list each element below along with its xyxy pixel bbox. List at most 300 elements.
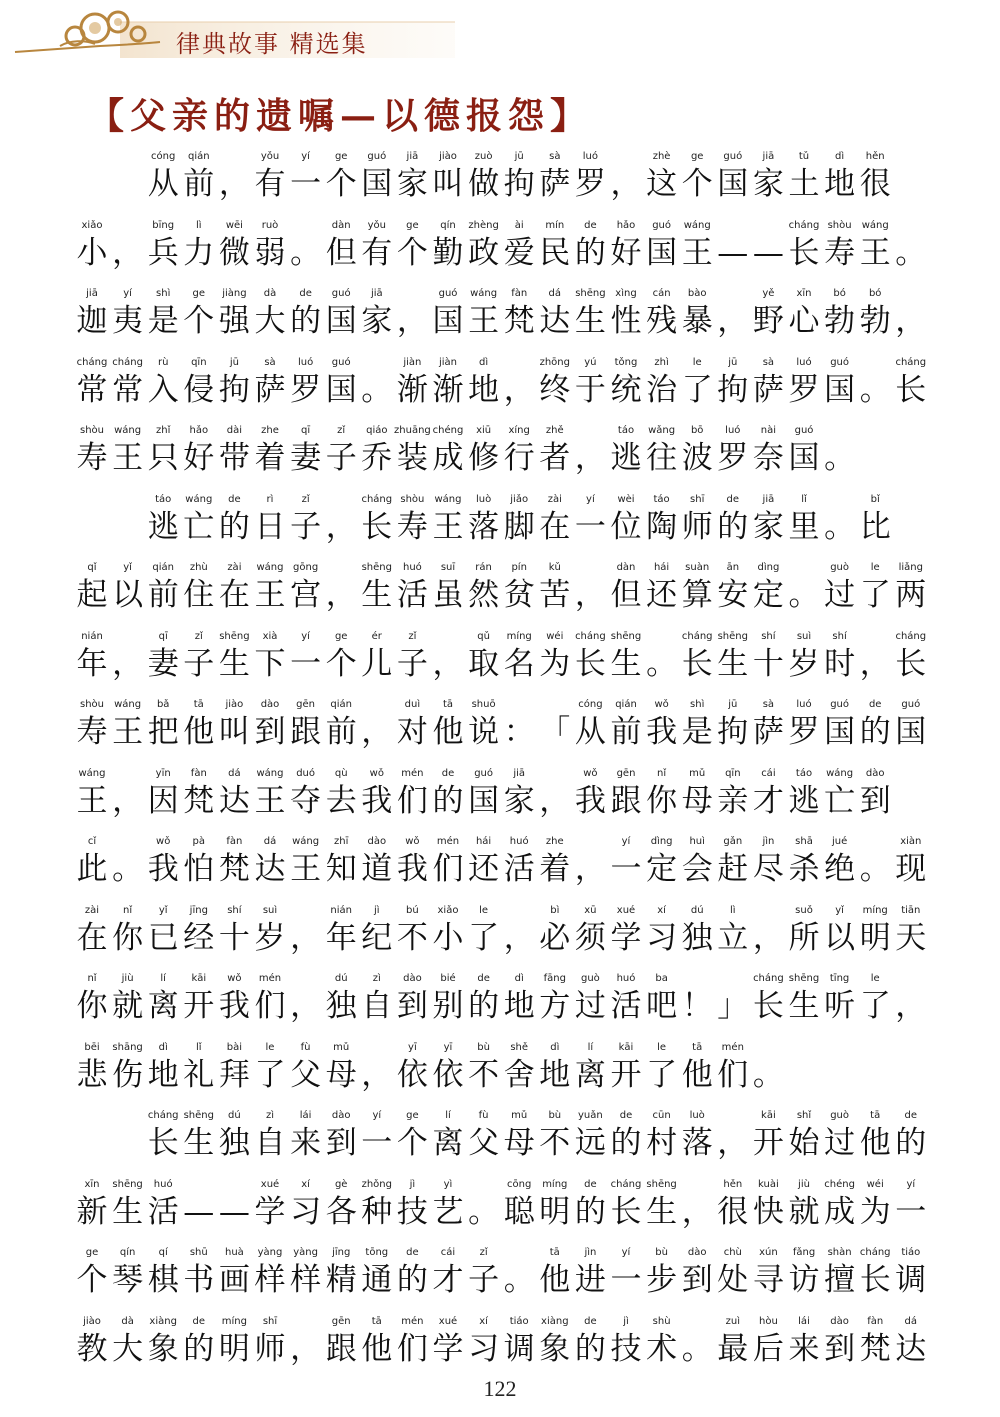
- pinyin: cǐ: [87, 836, 97, 847]
- pinyin: yí: [906, 1178, 916, 1190]
- hanzi: 地: [539, 1056, 571, 1093]
- hanzi: 长: [895, 645, 927, 682]
- hanzi: 终: [539, 371, 571, 408]
- hanzi: 明: [218, 1330, 250, 1367]
- pinyin: dài: [226, 425, 243, 436]
- pinyin: shòu: [827, 219, 852, 231]
- hanzi: 生: [610, 645, 642, 682]
- pinyin: míng: [862, 904, 888, 916]
- hanzi: 常: [112, 371, 144, 408]
- pinyin: tā: [193, 699, 204, 710]
- hanzi: 一: [290, 166, 322, 202]
- pinyin: shòu: [79, 699, 104, 710]
- pinyin: ge: [334, 630, 348, 642]
- hanzi: 聪: [503, 1193, 535, 1230]
- hanzi: 活: [503, 851, 535, 887]
- hanzi: 礼: [183, 1056, 215, 1093]
- hanzi: 寿: [76, 440, 108, 476]
- hanzi: 术: [646, 1330, 678, 1367]
- pinyin: jiàn: [438, 356, 458, 368]
- character-with-pinyin: [893, 972, 929, 1032]
- pinyin: kuài: [758, 1178, 779, 1190]
- hanzi: 罗: [788, 714, 820, 750]
- pinyin: jiào: [439, 151, 457, 162]
- hanzi: 开: [183, 988, 215, 1024]
- pinyin: zuì: [725, 1315, 740, 1327]
- pinyin: luò: [689, 1110, 705, 1121]
- pinyin: de: [441, 767, 455, 779]
- hanzi: 此: [76, 851, 108, 887]
- hanzi: ，: [752, 919, 784, 956]
- hanzi: 陶: [646, 508, 678, 545]
- pinyin: dì: [550, 1041, 560, 1053]
- hanzi: 了: [468, 919, 500, 956]
- hanzi: 象: [147, 1330, 179, 1367]
- pinyin: de: [406, 1247, 419, 1258]
- hanzi: 波: [681, 440, 713, 476]
- pinyin: shī: [690, 493, 705, 505]
- hanzi: 母: [681, 782, 713, 819]
- hanzi: 独: [681, 919, 713, 956]
- pinyin: wáng: [185, 493, 213, 505]
- hanzi: 的: [290, 303, 322, 339]
- hanzi: 象: [539, 1330, 571, 1367]
- hanzi: 国: [717, 166, 749, 202]
- pinyin: qián: [615, 699, 637, 710]
- pinyin: shí: [227, 904, 242, 916]
- pinyin: yí: [621, 1247, 631, 1258]
- hanzi: 道: [361, 851, 393, 887]
- hanzi: 苦: [539, 577, 571, 613]
- pinyin: bō: [690, 425, 704, 436]
- hanzi: 方: [539, 988, 571, 1024]
- hanzi: 明: [859, 919, 891, 956]
- hanzi: 拘: [717, 371, 749, 408]
- pinyin: suǒ: [795, 904, 813, 916]
- hanzi: 寿: [396, 508, 428, 545]
- pinyin: qián: [330, 699, 352, 710]
- hanzi: 立: [717, 919, 749, 956]
- hanzi: 的: [895, 1125, 927, 1161]
- pinyin: duì: [404, 699, 421, 710]
- hanzi: 位: [610, 508, 642, 545]
- hanzi: 开: [752, 1125, 784, 1161]
- hanzi: 罗: [717, 440, 749, 476]
- character-with-pinyin: [893, 1315, 929, 1375]
- pinyin: qǐ: [87, 562, 97, 573]
- hanzi: 到: [325, 1125, 357, 1161]
- hanzi: 王: [112, 440, 144, 476]
- pinyin: qián: [152, 562, 174, 573]
- hanzi: 是: [147, 303, 179, 339]
- hanzi: 了: [859, 577, 891, 613]
- pinyin: guó: [830, 699, 849, 710]
- pinyin: cháng: [76, 356, 108, 368]
- pinyin: qín: [119, 1247, 136, 1258]
- pinyin: zǐ: [479, 1247, 488, 1258]
- hanzi: 国: [468, 782, 500, 819]
- hanzi: 个: [183, 303, 215, 339]
- pinyin: cóng: [578, 699, 603, 710]
- pinyin: zài: [547, 493, 562, 505]
- hanzi: 。: [824, 440, 856, 476]
- pinyin: mén: [436, 836, 460, 847]
- hanzi: 十: [218, 919, 250, 956]
- hanzi: 了: [646, 1056, 678, 1093]
- pinyin: bēi: [84, 1041, 100, 1053]
- pinyin: jū: [514, 151, 524, 162]
- hanzi: 步: [646, 1262, 678, 1298]
- pinyin: de: [619, 1110, 633, 1121]
- pinyin: sà: [549, 151, 561, 162]
- pinyin: shāng: [112, 1041, 143, 1053]
- hanzi: 父: [468, 1125, 500, 1161]
- hanzi: ，: [112, 234, 144, 271]
- hanzi: 家: [503, 782, 535, 819]
- hanzi: 进: [574, 1262, 606, 1298]
- pinyin: ge: [85, 1247, 99, 1258]
- hanzi: 地: [824, 166, 856, 202]
- hanzi: 强: [218, 303, 250, 339]
- pinyin: yí: [586, 493, 595, 505]
- hanzi: 在: [539, 508, 571, 545]
- pinyin: xué: [616, 904, 636, 916]
- hanzi: 渐: [396, 371, 428, 408]
- hanzi: 调: [895, 1262, 927, 1298]
- hanzi: ，: [681, 1193, 713, 1230]
- hanzi: 子: [183, 645, 215, 682]
- hanzi: 很: [859, 166, 891, 202]
- character-with-pinyin: [857, 150, 893, 210]
- hanzi: 子: [396, 645, 428, 682]
- pinyin: pín: [511, 562, 527, 573]
- hanzi: 教: [76, 1330, 108, 1367]
- pinyin: wéi: [866, 1178, 884, 1190]
- hanzi: 离: [432, 1125, 464, 1161]
- pinyin: táo: [795, 767, 813, 779]
- pinyin: cháng: [112, 356, 143, 368]
- pinyin: bó: [868, 288, 882, 299]
- hanzi: 离: [147, 988, 179, 1024]
- pinyin: bì: [550, 904, 560, 916]
- pinyin: xí: [657, 904, 666, 916]
- pinyin: wáng: [292, 836, 320, 847]
- hanzi: 处: [717, 1262, 749, 1298]
- hanzi: 不: [539, 1125, 571, 1161]
- hanzi: 弱: [254, 234, 286, 271]
- hanzi: 师: [681, 508, 713, 545]
- hanzi: 他: [539, 1262, 571, 1298]
- pinyin: wáng: [114, 699, 142, 710]
- hanzi: 一: [361, 1125, 393, 1161]
- hanzi: 。: [468, 1193, 500, 1230]
- pinyin: cháng: [361, 493, 393, 505]
- hanzi: 琴: [112, 1262, 144, 1298]
- pinyin: shí: [832, 630, 847, 642]
- pinyin: cóng: [151, 151, 176, 162]
- hanzi: 了: [859, 988, 891, 1024]
- hanzi: 还: [646, 577, 678, 613]
- hanzi: 赶: [717, 851, 749, 887]
- pinyin: zài: [84, 904, 100, 916]
- pinyin: wáng: [256, 767, 284, 779]
- pinyin: xīn: [84, 1178, 100, 1190]
- hanzi: 必: [539, 919, 571, 956]
- pinyin: zhǐ: [156, 425, 171, 436]
- hanzi: 个: [396, 234, 428, 271]
- hanzi: 吧: [646, 988, 678, 1024]
- hanzi: 了: [254, 1056, 286, 1093]
- hanzi: 地: [468, 371, 500, 408]
- pinyin: [885, 219, 937, 233]
- hanzi: 生: [717, 645, 749, 682]
- hanzi: ，: [290, 919, 322, 956]
- pinyin: cháng: [788, 219, 820, 231]
- hanzi: 王: [254, 577, 286, 613]
- pinyin: guó: [830, 356, 849, 368]
- pinyin: de: [584, 1315, 597, 1327]
- pinyin: qín: [440, 219, 456, 231]
- pinyin: de: [477, 973, 490, 984]
- pinyin: [742, 1041, 794, 1055]
- pinyin: cōng: [507, 1178, 532, 1190]
- hanzi: 萨: [752, 371, 784, 408]
- hanzi: 调: [503, 1330, 535, 1367]
- hanzi: 生: [788, 988, 820, 1024]
- hanzi: 快: [752, 1193, 784, 1230]
- pinyin: bú: [406, 904, 419, 916]
- hanzi: 奈: [752, 440, 784, 476]
- pinyin: yì: [443, 1178, 453, 1190]
- pinyin: jiàng: [222, 288, 247, 299]
- hanzi: 梵: [859, 1330, 891, 1367]
- pinyin: zhe: [545, 836, 564, 847]
- hanzi: 常: [76, 371, 108, 408]
- pinyin: rù: [157, 356, 169, 368]
- pinyin: qīn: [725, 767, 741, 779]
- page-number: 122: [483, 1376, 517, 1401]
- hanzi: 下: [254, 645, 286, 682]
- hanzi: 取: [468, 645, 500, 682]
- hanzi: 到: [824, 1330, 856, 1367]
- hanzi: 生: [574, 303, 606, 339]
- pinyin: xí: [301, 1178, 310, 1190]
- pinyin: guò: [580, 973, 600, 984]
- pinyin: fù: [300, 1041, 311, 1053]
- hanzi: 行: [503, 440, 535, 476]
- pinyin: ér: [371, 630, 382, 642]
- pinyin: de: [868, 699, 882, 710]
- hanzi: 跟: [610, 782, 642, 819]
- pinyin: wǒ: [227, 973, 242, 984]
- pinyin: gōng: [293, 562, 319, 573]
- hanzi: 亡: [824, 782, 856, 819]
- hanzi: —: [752, 234, 784, 271]
- pinyin: guó: [367, 151, 387, 162]
- pinyin: bù: [477, 1041, 490, 1053]
- hanzi: 就: [112, 988, 144, 1024]
- pinyin: yí: [372, 1110, 382, 1121]
- pinyin: cháng: [895, 356, 927, 368]
- hanzi: 父: [290, 1056, 322, 1093]
- hanzi: —: [717, 234, 749, 271]
- pinyin: wáng: [78, 767, 106, 779]
- hanzi: 尽: [752, 851, 784, 887]
- hanzi: 寻: [752, 1262, 784, 1298]
- pinyin: wáng: [434, 493, 462, 505]
- pinyin: guó: [474, 767, 493, 779]
- hanzi: 师: [254, 1330, 286, 1367]
- hanzi: 依: [396, 1056, 428, 1093]
- pinyin: ài: [514, 219, 524, 231]
- hanzi: 长: [752, 988, 784, 1024]
- hanzi: 为: [859, 1193, 891, 1230]
- pinyin: shēng: [112, 1178, 143, 1190]
- pinyin: nián: [81, 630, 103, 642]
- hanzi: 家: [752, 508, 784, 545]
- pinyin: yí: [123, 288, 132, 299]
- pinyin: yí: [301, 151, 310, 162]
- pinyin: zǐ: [408, 630, 417, 642]
- pinyin: sà: [264, 356, 276, 368]
- hanzi: 统: [610, 371, 642, 408]
- pinyin: lì: [730, 904, 736, 916]
- hanzi: 勤: [432, 234, 464, 271]
- hanzi: 小: [76, 234, 108, 271]
- pinyin: tǒng: [614, 356, 638, 368]
- hanzi: 拘: [717, 714, 749, 750]
- hanzi: 王: [681, 234, 713, 271]
- hanzi: 亡: [183, 508, 215, 545]
- hanzi: 你: [112, 919, 144, 956]
- pinyin: dì: [835, 151, 845, 162]
- pinyin: yí: [621, 836, 631, 847]
- hanzi: 别: [432, 988, 464, 1024]
- pinyin: jiā: [513, 767, 526, 779]
- hanzi: 。: [788, 577, 820, 613]
- hanzi: 的: [468, 988, 500, 1024]
- pinyin: gēn: [616, 767, 636, 779]
- hanzi: 们: [396, 1330, 428, 1367]
- hanzi: 离: [574, 1056, 606, 1093]
- hanzi: 着: [254, 440, 286, 476]
- pinyin: shū: [189, 1247, 208, 1258]
- hanzi: 地: [147, 1056, 179, 1093]
- hanzi: 。: [503, 1262, 535, 1298]
- hanzi: 后: [752, 1330, 784, 1367]
- hanzi: 不: [468, 1056, 500, 1093]
- hanzi: 成: [824, 1193, 856, 1230]
- hanzi: 样: [254, 1262, 286, 1298]
- pinyin: lǐ: [196, 1041, 202, 1053]
- pinyin: dào: [830, 1315, 849, 1327]
- hanzi: 还: [468, 851, 500, 887]
- pinyin: zhe: [261, 425, 279, 436]
- hanzi: 贫: [503, 577, 535, 613]
- hanzi: 是: [681, 714, 713, 750]
- hanzi: 生: [183, 1125, 215, 1161]
- pinyin: wǎng: [648, 425, 676, 436]
- pinyin: dà: [121, 1315, 134, 1327]
- pinyin: tǔ: [798, 151, 810, 162]
- hanzi: 亲: [717, 782, 749, 819]
- pinyin: jiā: [406, 151, 419, 162]
- pinyin: wǒ: [369, 767, 384, 779]
- pinyin: shēng: [717, 630, 748, 642]
- pinyin: xiàng: [541, 1315, 569, 1327]
- pinyin: wǒ: [405, 836, 420, 847]
- hanzi: 个: [325, 166, 357, 202]
- hanzi: 国: [895, 714, 927, 750]
- hanzi: 才: [752, 782, 784, 819]
- hanzi: ，: [539, 782, 571, 819]
- pinyin: fàn: [511, 288, 528, 299]
- hanzi: 跟: [325, 1330, 357, 1367]
- hanzi: 擅: [824, 1262, 856, 1298]
- hanzi: ，: [717, 303, 749, 339]
- hanzi: 有: [361, 234, 393, 271]
- hanzi: 一: [290, 645, 322, 682]
- pinyin: shēng: [646, 1178, 677, 1190]
- pinyin: lí: [445, 1110, 451, 1121]
- hanzi: 但: [325, 234, 357, 271]
- hanzi: 算: [681, 577, 713, 613]
- hanzi: 好: [183, 440, 215, 476]
- hanzi: 自: [361, 988, 393, 1024]
- pinyin: jiā: [86, 288, 98, 299]
- pinyin: sà: [762, 699, 775, 710]
- hanzi: ，: [859, 645, 891, 682]
- pinyin: suī: [440, 562, 456, 573]
- hanzi: 绝: [824, 851, 856, 887]
- pinyin: chéng: [432, 425, 464, 436]
- pinyin: zǐ: [337, 425, 346, 436]
- hanzi: 往: [646, 440, 678, 476]
- hanzi: 带: [218, 440, 250, 476]
- pinyin: shī: [262, 1315, 278, 1327]
- hanzi: 个: [325, 645, 357, 682]
- hanzi: 。: [112, 851, 144, 887]
- character-with-pinyin: [750, 1041, 786, 1101]
- character-with-pinyin: [893, 904, 929, 964]
- hanzi: ，: [503, 919, 535, 956]
- hanzi: 母: [503, 1125, 535, 1161]
- hanzi: 习: [290, 1193, 322, 1230]
- hanzi: 怕: [183, 851, 215, 887]
- hanzi: ，: [112, 782, 144, 819]
- pinyin: cháng: [859, 1247, 891, 1258]
- pinyin: bié: [440, 973, 456, 984]
- hanzi: 寿: [76, 714, 108, 750]
- character-with-pinyin: [893, 1109, 929, 1169]
- hanzi: 自: [254, 1125, 286, 1161]
- hanzi: 土: [788, 166, 820, 202]
- hanzi: 的: [396, 1262, 428, 1298]
- pinyin: tā: [549, 1247, 560, 1258]
- hanzi: 者: [539, 440, 571, 476]
- pinyin: chù: [723, 1247, 742, 1258]
- hanzi: 岁: [788, 645, 820, 682]
- hanzi: 。: [752, 1056, 784, 1093]
- pinyin: mín: [545, 219, 565, 231]
- pinyin: dá: [548, 288, 562, 299]
- pinyin: bó: [833, 288, 846, 299]
- pinyin: wéi: [546, 630, 564, 642]
- pinyin: ge: [406, 1110, 419, 1121]
- hanzi: 迦: [76, 303, 108, 339]
- hanzi: 有: [254, 166, 286, 202]
- pinyin: mén: [401, 1315, 424, 1327]
